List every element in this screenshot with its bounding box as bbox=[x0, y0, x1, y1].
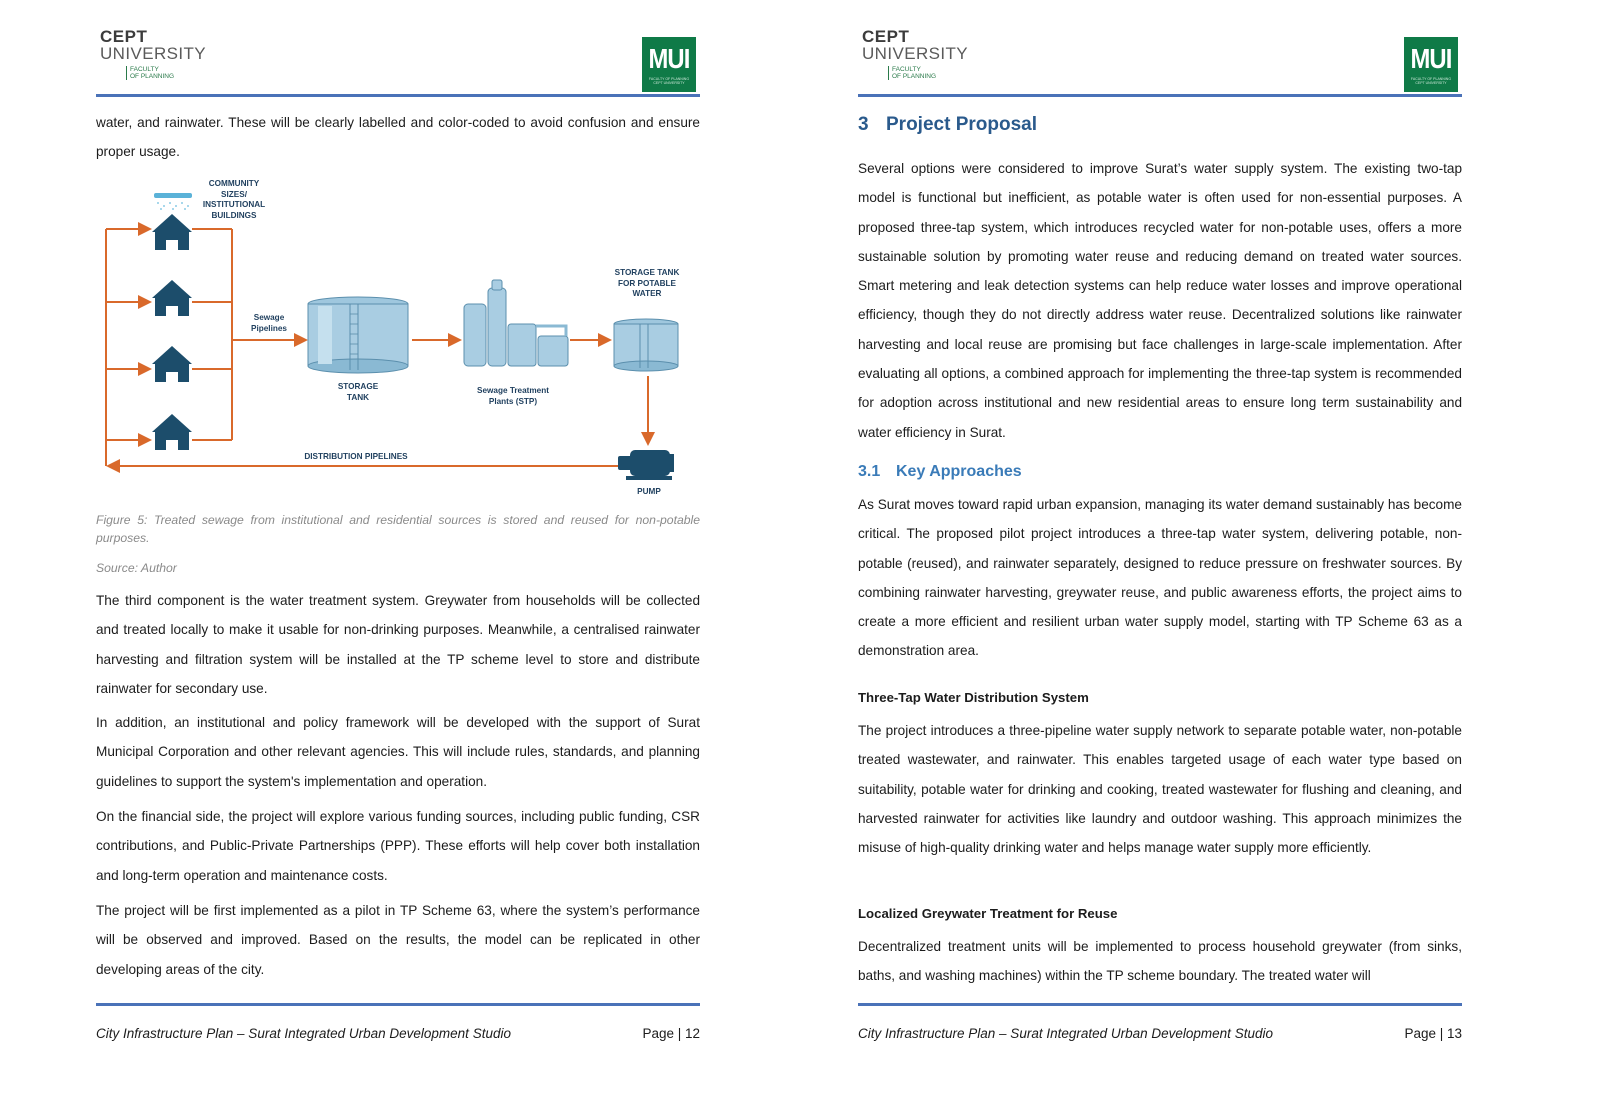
diagram-label-sewage-pipelines: Sewage Pipelines bbox=[251, 313, 287, 333]
section-title: Project Proposal bbox=[886, 114, 1037, 135]
diagram-label-storage-tank: STORAGE TANK bbox=[337, 382, 379, 402]
logo-text: UNIVERSITY bbox=[862, 44, 969, 63]
footer-title: City Infrastructure Plan – Surat Integrated Urban Development Studio bbox=[858, 1026, 1273, 1041]
body-paragraph: The project will be first implemented as a pilot in TP Scheme 63, where the system’s performance will be observed and improved. Based on the results, the model can be replicated in other developing areas of the city. bbox=[96, 903, 700, 977]
footer-rule bbox=[96, 1003, 700, 1006]
pump-icon bbox=[618, 450, 674, 480]
subsection-title: Key Approaches bbox=[896, 463, 1022, 480]
diagram-label-pump: PUMP bbox=[637, 487, 661, 496]
diagram-label-stp: Sewage Treatment Plants (STP) bbox=[477, 386, 549, 406]
logo-faculty-text bbox=[888, 66, 936, 80]
intro-paragraph: water, and rainwater. These will be clearly labelled and color-coded to avoid confusion and ensure proper usage. bbox=[96, 115, 700, 160]
logo-faculty-text bbox=[126, 66, 174, 80]
figure-source: Source: Author bbox=[96, 561, 177, 575]
diagram-label-distribution: DISTRIBUTION PIPELINES bbox=[304, 452, 408, 461]
logo-text: OF PLANNING bbox=[892, 73, 937, 80]
header-rule bbox=[858, 94, 1462, 97]
house-icon bbox=[152, 346, 192, 382]
body-paragraph: Decentralized treatment units will be implemented to process household greywater (from sinks, baths, and washing machines) within the TP scheme boundary. The treated water will bbox=[858, 939, 1462, 984]
figure-caption: Figure 5: Treated sewage from institutional and residential sources is stored and reused for non-potable purposes. bbox=[96, 513, 700, 545]
page-number: Page | 13 bbox=[1404, 1026, 1462, 1041]
house-icon bbox=[152, 414, 192, 450]
header-rule bbox=[96, 94, 700, 97]
section-heading bbox=[858, 114, 1037, 136]
subsection-heading bbox=[858, 463, 1022, 481]
rain-cloud-icon bbox=[154, 193, 192, 210]
section-number: 3 bbox=[858, 114, 869, 135]
logo-text: FACULTY OF PLANNING bbox=[648, 77, 690, 81]
logo-text: MUI bbox=[648, 43, 690, 74]
potable-water-tank-icon bbox=[614, 319, 678, 371]
mui-logo bbox=[1404, 37, 1458, 92]
logo-text: OF PLANNING bbox=[130, 73, 175, 80]
logo-text: MUI bbox=[1410, 43, 1452, 74]
cept-university-logo bbox=[862, 27, 969, 84]
logo-small-text bbox=[642, 77, 696, 85]
page-13 bbox=[858, 0, 1462, 1119]
bold-subheading: Localized Greywater Treatment for Reuse bbox=[858, 906, 1118, 921]
cept-university-logo bbox=[100, 27, 207, 84]
storage-tank-icon bbox=[308, 297, 408, 373]
diagram-label-potable-tank: STORAGE TANK FOR POTABLE WATER bbox=[614, 268, 680, 298]
footer-rule bbox=[858, 1003, 1462, 1006]
logo-text: UNIVERSITY bbox=[100, 44, 207, 63]
page-12 bbox=[96, 0, 700, 1119]
logo-text: CEPT UNIVERSITY bbox=[1415, 81, 1447, 85]
page-number: Page | 12 bbox=[642, 1026, 700, 1041]
logo-text: FACULTY OF PLANNING bbox=[1410, 77, 1452, 81]
diagram-label-community: COMMUNITY SIZES/ INSTITUTIONAL BUILDINGS bbox=[202, 179, 266, 220]
body-paragraph: The project introduces a three-pipeline water supply network to separate potable water, non-potable treated wastewater, and rainwater. This enables targeted usage of each water type based on suitability, potable water for drinking and cooking, treated wastewater for flushing and cleaning, and harvested rainwater for activities like laundry and outdoor washing. This approach minimizes the misuse of high-quality drinking water and helps manage water supply more efficiently. bbox=[858, 723, 1462, 856]
mui-logo bbox=[642, 37, 696, 92]
logo-text: CEPT bbox=[862, 27, 910, 46]
logo-text: CEPT UNIVERSITY bbox=[653, 81, 685, 85]
logo-text: FACULTY bbox=[892, 66, 921, 73]
house-icon bbox=[152, 280, 192, 316]
subsection-number: 3.1 bbox=[858, 463, 881, 480]
logo-text: CEPT bbox=[100, 27, 148, 46]
body-paragraph: As Surat moves toward rapid urban expansion, managing its water demand sustainably has become critical. The proposed pilot project introduces a three-tap water system, delivering potable, non-potable (reused), and rainwater separately, designed to reduce pressure on freshwater sources. By combining rainwater harvesting, greywater reuse, and public awareness efforts, the project aims to create a more efficient and resilient urban water supply model, starting with TP Scheme 63 as a demonstration area. bbox=[858, 497, 1462, 659]
body-paragraph: Several options were considered to improve Surat’s water supply system. The existing two-tap model is functional but inefficient, as potable water is often used for non-essential purposes. A proposed three-tap system, which introduces recycled water for non-potable uses, offers a more sustainable solution by promoting water reuse and reducing demand on treated water sources. Smart metering and leak detection systems can help reduce water losses and improve operational efficiency, though they do not directly address water reuse. Decentralized solutions like rainwater harvesting and local reuse are promising but face challenges in large-scale implementation. After evaluating all options, a combined approach for implementing the three-tap system is recommended for adoption across institutional and new residential areas to ensure long term sustainability and water efficiency in Surat. bbox=[858, 161, 1462, 440]
bold-subheading: Three-Tap Water Distribution System bbox=[858, 690, 1089, 705]
body-paragraph: The third component is the water treatment system. Greywater from households will be collected and treated locally to make it usable for non-drinking purposes. Meanwhile, a centralised rainwater harvesting and filtration system will be installed at the TP scheme level to store and distribute rainwater for secondary use. bbox=[96, 593, 700, 696]
footer-title: City Infrastructure Plan – Surat Integrated Urban Development Studio bbox=[96, 1026, 511, 1041]
sewage-reuse-diagram bbox=[96, 176, 696, 506]
house-feed-arrows bbox=[106, 229, 232, 440]
house-icon bbox=[152, 214, 192, 250]
logo-small-text bbox=[1404, 77, 1458, 85]
body-paragraph: On the financial side, the project will explore various funding sources, including public funding, CSR contributions, and Public-Private Partnerships (PPP). These efforts will help cover both installation and long-term operation and maintenance costs. bbox=[96, 809, 700, 883]
treatment-plant-icon bbox=[464, 280, 568, 366]
body-paragraph: In addition, an institutional and policy framework will be developed with the support of Surat Municipal Corporation and other relevant agencies. This will include rules, standards, and planning guidelines to support the system's implementation and operation. bbox=[96, 715, 700, 789]
logo-text: FACULTY bbox=[130, 66, 159, 73]
